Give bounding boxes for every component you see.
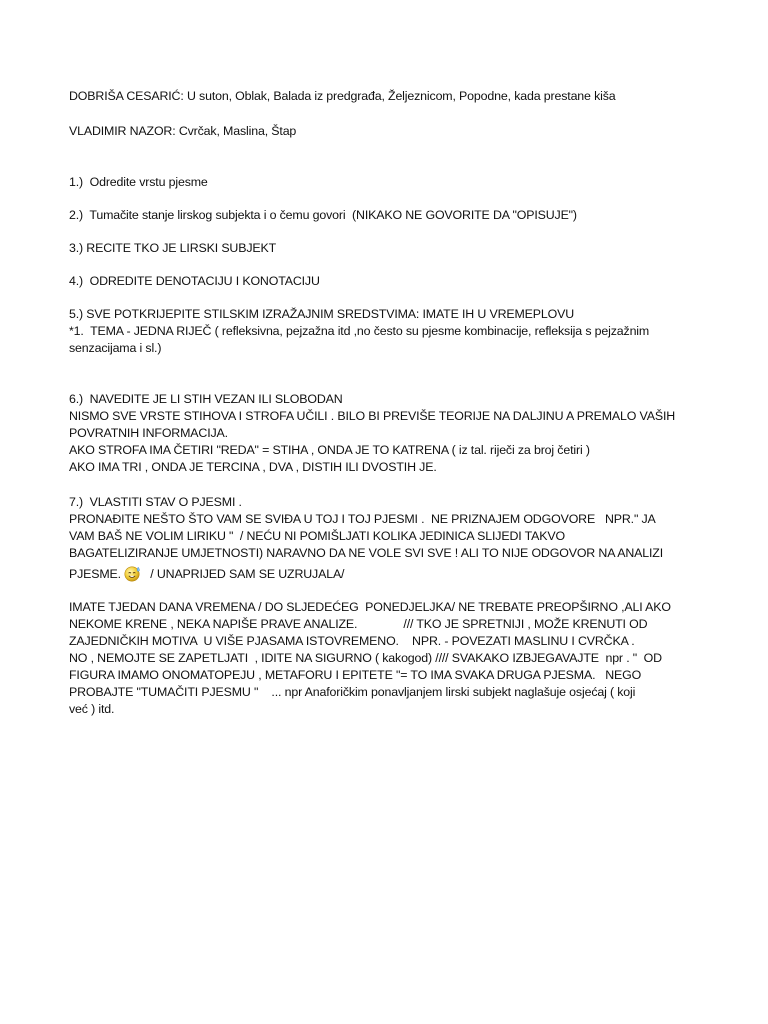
- question-6-line: AKO IMA TRI , ONDA JE TERCINA , DVA , DISTIH ILI DVOSTIH JE.: [69, 460, 437, 474]
- question-7-line: PRONAĐITE NEŠTO ŠTO VAM SE SVIĐA U TOJ I TOJ PJESMI . NE PRIZNAJEM ODGOVORE NPR." JA: [69, 512, 656, 526]
- question-5-line: *1. TEMA - JEDNA RIJEČ ( refleksivna, pejzažna itd ,no često su pjesme kombinacije, refleksija s pejzažnim: [69, 324, 650, 338]
- question-6-title: 6.) NAVEDITE JE LI STIH VEZAN ILI SLOBODAN: [69, 392, 343, 406]
- closing-line: FIGURA IMAMO ONOMATOPEJU , METAFORU I EPITETE "= TO IMA SVAKA DRUGA PJESMA. NEGO: [69, 668, 642, 682]
- authors-cesaric: DOBRIŠA CESARIĆ: U suton, Oblak, Balada iz predgrađa, Željeznicom, Popodne, kada prestane kiša: [69, 89, 616, 103]
- question-7-line: BAGATELIZIRANJE UMJETNOSTI) NARAVNO DA NE VOLE SVI SVE ! ALI TO NIJE ODGOVOR NA ANALIZI: [69, 546, 664, 560]
- closing-line: IMATE TJEDAN DANA VREMENA / DO SLJEDEĆEG PONEDJELJKA/ NE TREBATE PREOPŠIRNO ,ALI AKO: [69, 600, 671, 614]
- question-7-last-line: [69, 564, 709, 583]
- question-7-title: 7.) VLASTITI STAV O PJESMI .: [69, 495, 242, 509]
- question-2: 2.) Tumačite stanje lirskog subjekta i o čemu govori (NIKAKO NE GOVORITE DA "OPISUJE"): [69, 208, 577, 222]
- question-6-line: AKO STROFA IMA ČETIRI "REDA" = STIHA , ONDA JE TO KATRENA ( iz tal. riječi za broj četiri ): [69, 443, 590, 457]
- question-5-title: 5.) SVE POTKRIJEPITE STILSKIM IZRAŽAJNIM SREDSTVIMA: IMATE IH U VREMEPLOVU: [69, 307, 575, 321]
- closing-line: NEKOME KRENE , NEKA NAPIŠE PRAVE ANALIZE. /// TKO JE SPRETNIJI , MOŽE KRENUTI OD: [69, 617, 648, 631]
- question-5-line: senzacijama i sl.): [69, 341, 162, 355]
- question-3: 3.) RECITE TKO JE LIRSKI SUBJEKT: [69, 241, 277, 255]
- question-6-line: POVRATNIH INFORMACIJA.: [69, 426, 228, 440]
- closing-line: NO , NEMOJTE SE ZAPETLJATI , IDITE NA SIGURNO ( kakogod) //// SVAKAKO IZBJEGAVAJTE npr . " OD: [69, 651, 662, 665]
- question-6-line: NISMO SVE VRSTE STIHOVA I STROFA UČILI . BILO BI PREVIŠE TEORIJE NA DALJINU A PREMALO VAŠIH: [69, 409, 676, 423]
- question-7-last-before: PJESME.: [69, 567, 121, 581]
- closing-line: ZAJEDNIČKIH MOTIVA U VIŠE PJASAMA ISTOVREMENO. NPR. - POVEZATI MASLINU I CVRČKA .: [69, 634, 635, 648]
- authors-nazor: VLADIMIR NAZOR: Cvrčak, Maslina, Štap: [69, 124, 297, 138]
- question-7-line: VAM BAŠ NE VOLIM LIRIKU " / NEĆU NI POMIŠLJATI KOLIKA JEDINICA SLIJEDI TAKVO: [69, 529, 565, 543]
- question-7-last-after: / UNAPRIJED SAM SE UZRUJALA/: [146, 567, 345, 581]
- closing-line: već ) itd.: [69, 702, 115, 716]
- closing-line: PROBAJTE "TUMAČITI PJESMU " ... npr Anaforičkim ponavljanjem lirski subjekt naglašuje osjećaj ( koji: [69, 685, 636, 699]
- question-4: 4.) ODREDITE DENOTACIJU I KONOTACIJU: [69, 274, 320, 288]
- question-1: 1.) Odredite vrstu pjesme: [69, 175, 208, 189]
- sweat-smile-emoji-icon: [123, 564, 143, 582]
- document-body: [69, 88, 709, 718]
